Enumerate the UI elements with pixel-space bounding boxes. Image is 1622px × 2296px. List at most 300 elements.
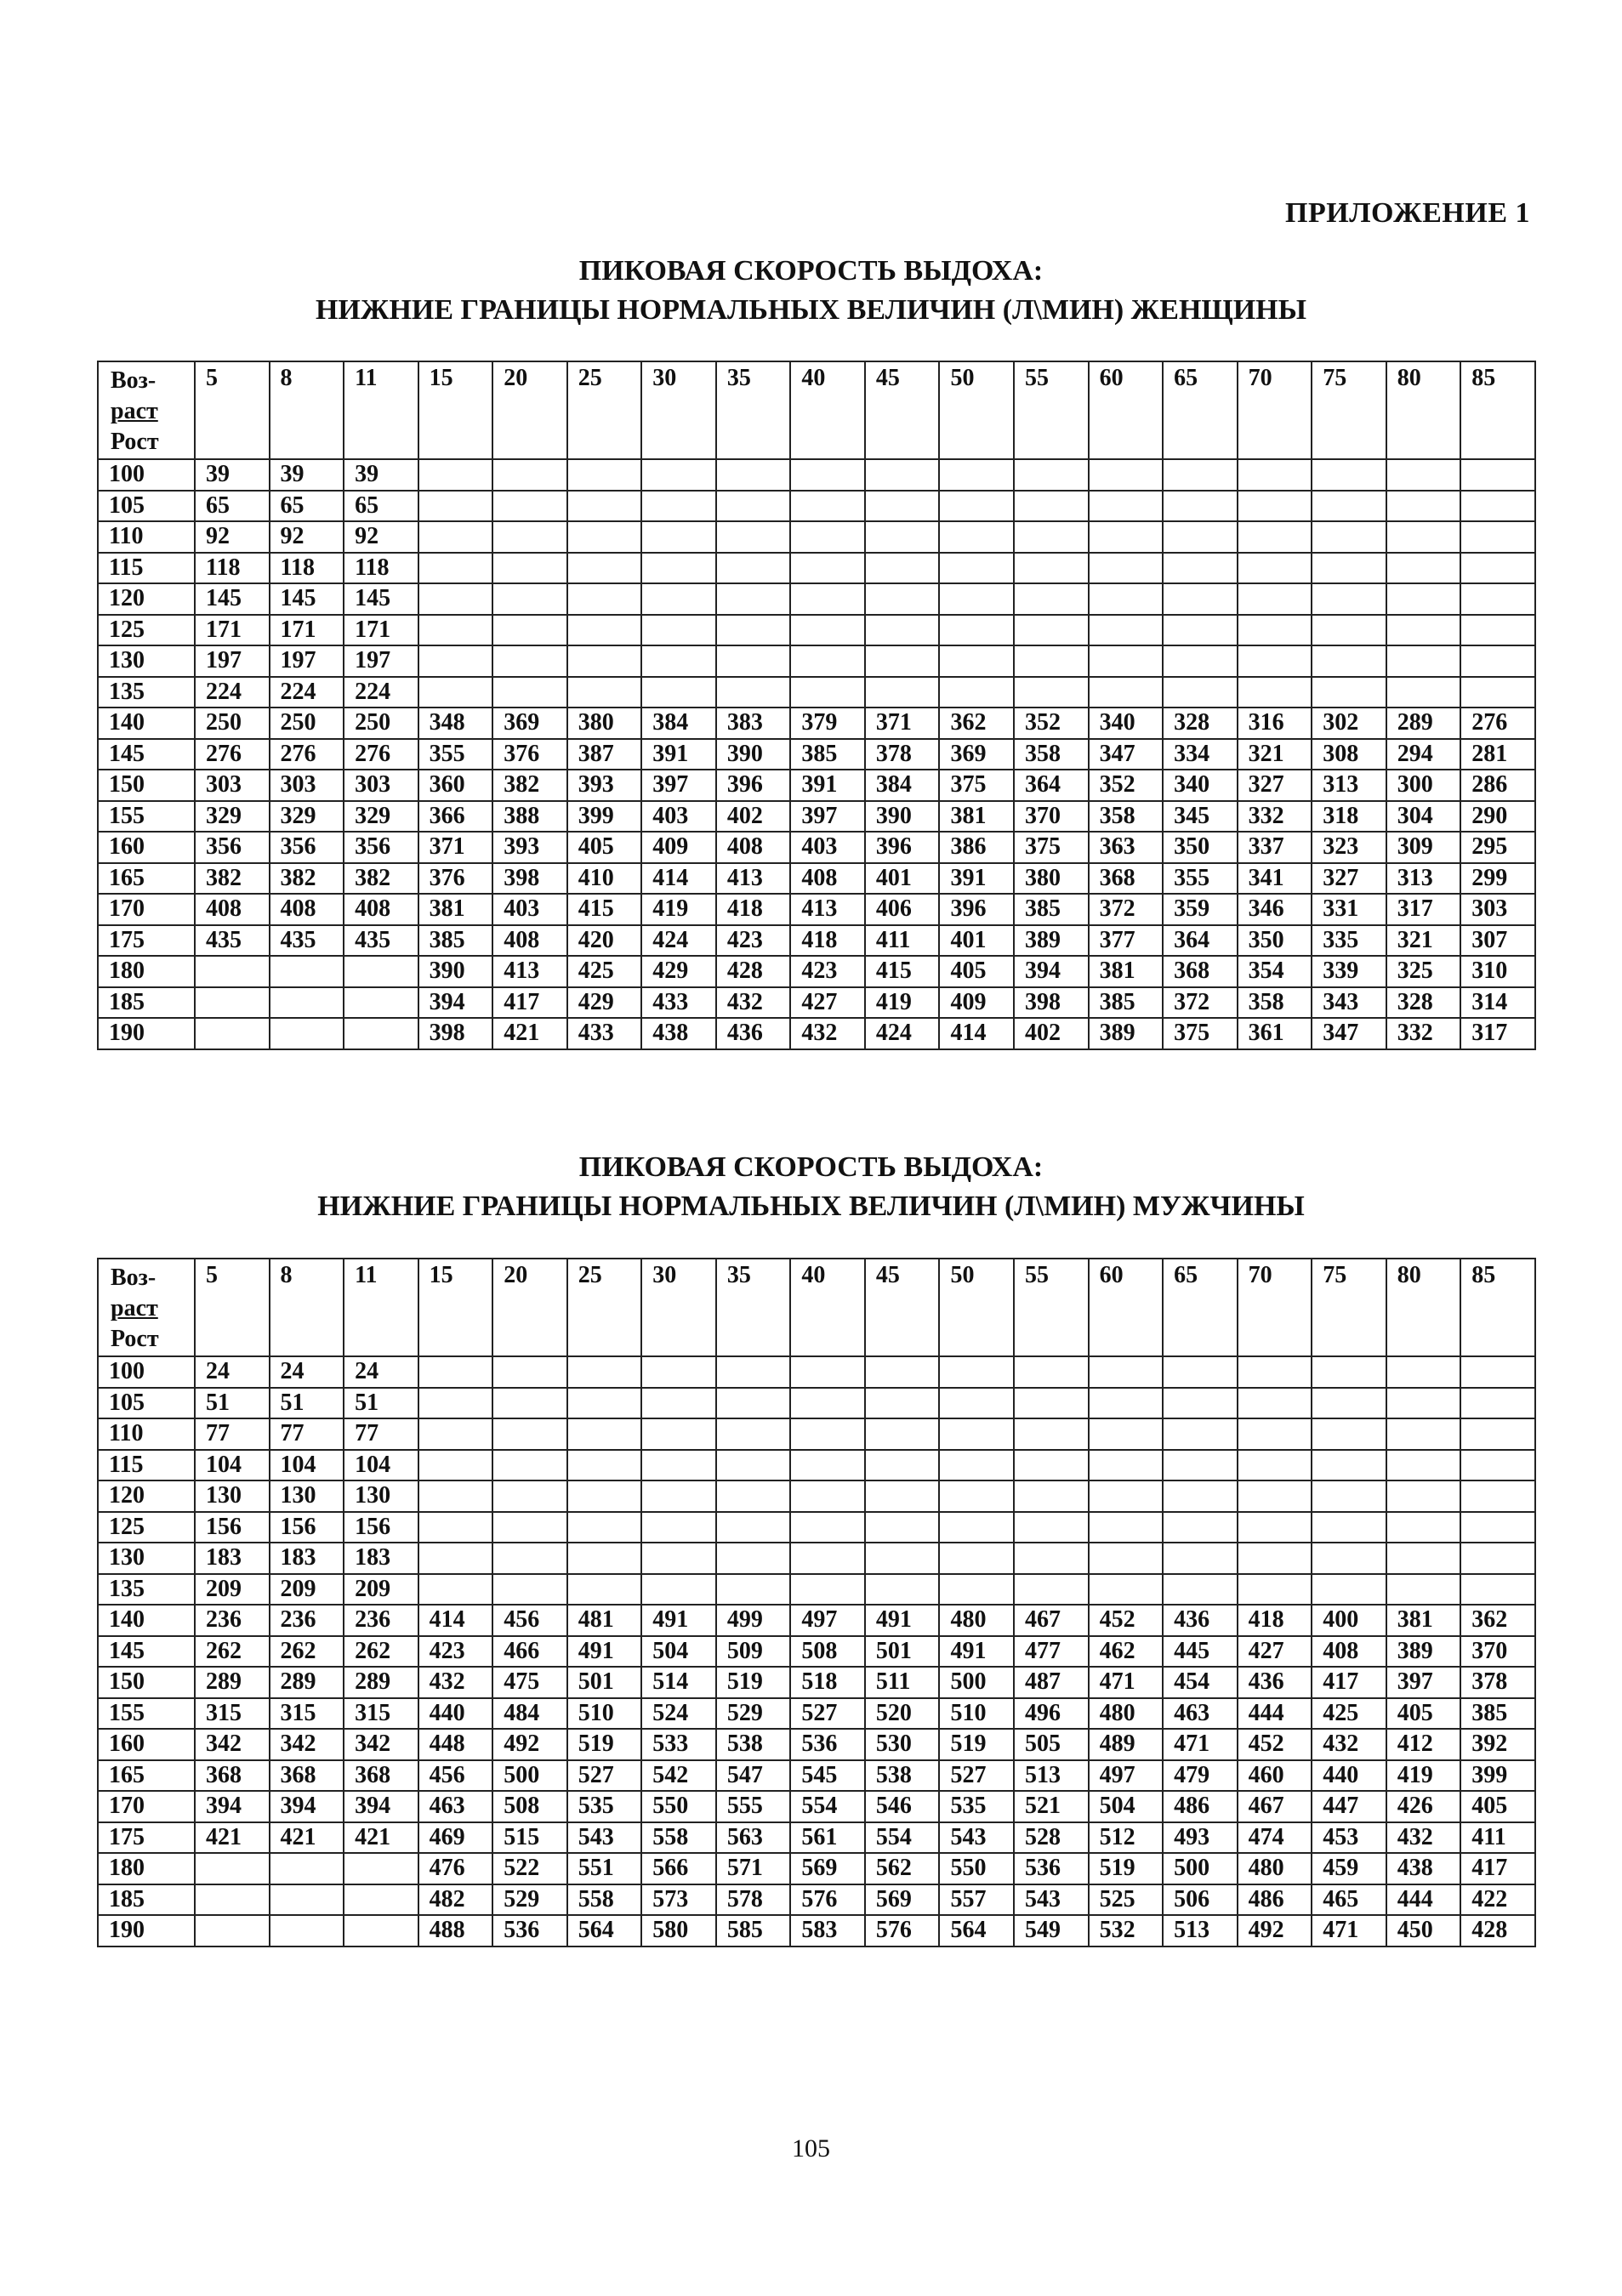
height-cell: 155 bbox=[98, 801, 195, 833]
value-cell bbox=[1460, 1418, 1535, 1450]
value-cell: 295 bbox=[1460, 832, 1535, 863]
table-row bbox=[98, 677, 1535, 708]
value-cell bbox=[716, 677, 791, 708]
value-cell bbox=[1163, 1418, 1238, 1450]
value-cell bbox=[1163, 615, 1238, 646]
value-cell bbox=[195, 987, 270, 1019]
value-cell: 381 bbox=[418, 894, 493, 925]
value-cell bbox=[1089, 491, 1164, 522]
value-cell: 262 bbox=[195, 1636, 270, 1668]
value-cell: 398 bbox=[1014, 987, 1089, 1019]
height-cell: 100 bbox=[98, 1356, 195, 1388]
value-cell bbox=[567, 677, 642, 708]
value-cell: 396 bbox=[865, 832, 940, 863]
value-cell: 497 bbox=[1089, 1760, 1164, 1792]
value-cell bbox=[418, 1574, 493, 1605]
table-row bbox=[98, 1915, 1535, 1946]
value-cell bbox=[1386, 491, 1461, 522]
value-cell: 519 bbox=[939, 1729, 1014, 1760]
value-cell bbox=[716, 1418, 791, 1450]
value-cell bbox=[1238, 583, 1312, 615]
value-cell: 313 bbox=[1386, 863, 1461, 895]
value-cell: 486 bbox=[1238, 1884, 1312, 1916]
value-cell bbox=[939, 1480, 1014, 1512]
value-cell: 347 bbox=[1312, 1018, 1386, 1049]
age-header-cell: 25 bbox=[567, 361, 642, 459]
value-cell bbox=[1312, 491, 1386, 522]
age-header-cell: 85 bbox=[1460, 361, 1535, 459]
value-cell: 409 bbox=[939, 987, 1014, 1019]
value-cell: 327 bbox=[1312, 863, 1386, 895]
height-cell: 180 bbox=[98, 1853, 195, 1884]
value-cell: 463 bbox=[418, 1791, 493, 1822]
value-cell: 390 bbox=[716, 739, 791, 770]
value-cell: 504 bbox=[641, 1636, 716, 1668]
value-cell: 460 bbox=[1238, 1760, 1312, 1792]
value-cell bbox=[1238, 1543, 1312, 1574]
value-cell: 405 bbox=[939, 956, 1014, 987]
value-cell: 558 bbox=[641, 1822, 716, 1854]
value-cell: 341 bbox=[1238, 863, 1312, 895]
value-cell: 433 bbox=[567, 1018, 642, 1049]
value-cell: 520 bbox=[865, 1698, 940, 1730]
value-cell bbox=[418, 1418, 493, 1450]
value-cell bbox=[939, 1543, 1014, 1574]
value-cell: 562 bbox=[865, 1853, 940, 1884]
value-cell bbox=[1312, 677, 1386, 708]
table-row bbox=[98, 1636, 1535, 1668]
value-cell bbox=[1014, 1480, 1089, 1512]
value-cell: 538 bbox=[716, 1729, 791, 1760]
value-cell: 377 bbox=[1089, 925, 1164, 957]
value-cell: 391 bbox=[939, 863, 1014, 895]
value-cell: 549 bbox=[1014, 1915, 1089, 1946]
value-cell: 532 bbox=[1089, 1915, 1164, 1946]
value-cell: 421 bbox=[344, 1822, 418, 1854]
height-cell: 145 bbox=[98, 739, 195, 770]
table-row bbox=[98, 1356, 1535, 1388]
value-cell: 418 bbox=[790, 925, 865, 957]
value-cell: 413 bbox=[790, 894, 865, 925]
value-cell bbox=[865, 1543, 940, 1574]
value-cell bbox=[641, 1388, 716, 1419]
value-cell: 499 bbox=[716, 1605, 791, 1636]
value-cell: 307 bbox=[1460, 925, 1535, 957]
value-cell: 438 bbox=[1386, 1853, 1461, 1884]
value-cell bbox=[716, 1356, 791, 1388]
value-cell bbox=[1460, 521, 1535, 553]
value-cell: 519 bbox=[1089, 1853, 1164, 1884]
table-row bbox=[98, 1018, 1535, 1049]
value-cell: 452 bbox=[1238, 1729, 1312, 1760]
table-row bbox=[98, 615, 1535, 646]
value-cell bbox=[790, 459, 865, 491]
value-cell: 327 bbox=[1238, 770, 1312, 801]
value-cell: 382 bbox=[492, 770, 567, 801]
value-cell bbox=[716, 1543, 791, 1574]
value-cell: 408 bbox=[492, 925, 567, 957]
value-cell: 308 bbox=[1312, 739, 1386, 770]
value-cell: 462 bbox=[1089, 1636, 1164, 1668]
value-cell: 413 bbox=[716, 863, 791, 895]
value-cell bbox=[1238, 1356, 1312, 1388]
value-cell bbox=[790, 1512, 865, 1543]
value-cell: 500 bbox=[1163, 1853, 1238, 1884]
value-cell: 92 bbox=[270, 521, 344, 553]
value-cell: 77 bbox=[195, 1418, 270, 1450]
table-row bbox=[98, 1480, 1535, 1512]
value-cell bbox=[1163, 1574, 1238, 1605]
value-cell bbox=[939, 1418, 1014, 1450]
value-cell: 425 bbox=[567, 956, 642, 987]
value-cell bbox=[1089, 1480, 1164, 1512]
value-cell: 371 bbox=[865, 708, 940, 739]
value-cell bbox=[1238, 553, 1312, 584]
value-cell: 420 bbox=[567, 925, 642, 957]
value-cell: 346 bbox=[1238, 894, 1312, 925]
value-cell bbox=[195, 1853, 270, 1884]
value-cell: 368 bbox=[270, 1760, 344, 1792]
value-cell: 571 bbox=[716, 1853, 791, 1884]
age-header-cell: 45 bbox=[865, 361, 940, 459]
value-cell bbox=[865, 1512, 940, 1543]
value-cell: 369 bbox=[939, 739, 1014, 770]
value-cell: 224 bbox=[344, 677, 418, 708]
value-cell bbox=[418, 521, 493, 553]
age-header-cell: 70 bbox=[1238, 361, 1312, 459]
table-row bbox=[98, 1791, 1535, 1822]
header-row bbox=[98, 1259, 1535, 1356]
height-cell: 190 bbox=[98, 1018, 195, 1049]
value-cell bbox=[492, 491, 567, 522]
value-cell: 510 bbox=[567, 1698, 642, 1730]
age-header-cell: 25 bbox=[567, 1259, 642, 1356]
value-cell: 323 bbox=[1312, 832, 1386, 863]
value-cell bbox=[1460, 1543, 1535, 1574]
value-cell bbox=[641, 1418, 716, 1450]
value-cell bbox=[567, 1388, 642, 1419]
value-cell: 419 bbox=[1386, 1760, 1461, 1792]
value-cell: 400 bbox=[1312, 1605, 1386, 1636]
value-cell bbox=[270, 987, 344, 1019]
value-cell: 276 bbox=[195, 739, 270, 770]
value-cell: 389 bbox=[1014, 925, 1089, 957]
value-cell: 391 bbox=[641, 739, 716, 770]
value-cell: 299 bbox=[1460, 863, 1535, 895]
value-cell: 561 bbox=[790, 1822, 865, 1854]
value-cell bbox=[492, 1543, 567, 1574]
value-cell: 550 bbox=[641, 1791, 716, 1822]
value-cell: 171 bbox=[270, 615, 344, 646]
value-cell: 382 bbox=[344, 863, 418, 895]
value-cell: 569 bbox=[790, 1853, 865, 1884]
value-cell: 342 bbox=[270, 1729, 344, 1760]
value-cell bbox=[344, 956, 418, 987]
value-cell bbox=[418, 1356, 493, 1388]
value-cell: 423 bbox=[790, 956, 865, 987]
value-cell: 417 bbox=[492, 987, 567, 1019]
value-cell bbox=[1312, 1388, 1386, 1419]
value-cell: 171 bbox=[195, 615, 270, 646]
value-cell: 471 bbox=[1089, 1667, 1164, 1698]
value-cell bbox=[1386, 1388, 1461, 1419]
value-cell: 480 bbox=[939, 1605, 1014, 1636]
value-cell: 408 bbox=[1312, 1636, 1386, 1668]
value-cell: 394 bbox=[1014, 956, 1089, 987]
value-cell: 118 bbox=[270, 553, 344, 584]
age-label-part2: раст bbox=[111, 398, 158, 424]
value-cell bbox=[1460, 1512, 1535, 1543]
value-cell: 543 bbox=[567, 1822, 642, 1854]
value-cell: 92 bbox=[195, 521, 270, 553]
value-cell bbox=[641, 645, 716, 677]
value-cell: 467 bbox=[1014, 1605, 1089, 1636]
value-cell: 276 bbox=[1460, 708, 1535, 739]
value-cell: 422 bbox=[1460, 1884, 1535, 1916]
value-cell bbox=[195, 1884, 270, 1916]
value-cell: 92 bbox=[344, 521, 418, 553]
table-row bbox=[98, 491, 1535, 522]
value-cell bbox=[418, 677, 493, 708]
value-cell: 396 bbox=[716, 770, 791, 801]
value-cell: 316 bbox=[1238, 708, 1312, 739]
value-cell: 466 bbox=[492, 1636, 567, 1668]
value-cell: 392 bbox=[1460, 1729, 1535, 1760]
value-cell: 389 bbox=[1089, 1018, 1164, 1049]
value-cell bbox=[1238, 1512, 1312, 1543]
value-cell: 350 bbox=[1163, 832, 1238, 863]
value-cell: 309 bbox=[1386, 832, 1461, 863]
value-cell: 428 bbox=[1460, 1915, 1535, 1946]
value-cell: 429 bbox=[641, 956, 716, 987]
value-cell: 328 bbox=[1163, 708, 1238, 739]
men-title-line1: ПИКОВАЯ СКОРОСТЬ ВЫДОХА: bbox=[578, 1151, 1044, 1183]
age-header-cell: 60 bbox=[1089, 361, 1164, 459]
value-cell: 440 bbox=[418, 1698, 493, 1730]
value-cell: 317 bbox=[1460, 1018, 1535, 1049]
value-cell bbox=[1238, 677, 1312, 708]
value-cell: 491 bbox=[865, 1605, 940, 1636]
value-cell bbox=[1089, 1450, 1164, 1481]
age-header-cell: 80 bbox=[1386, 1259, 1461, 1356]
value-cell bbox=[492, 1480, 567, 1512]
height-cell: 115 bbox=[98, 553, 195, 584]
value-cell bbox=[939, 615, 1014, 646]
value-cell: 576 bbox=[790, 1884, 865, 1916]
value-cell: 145 bbox=[344, 583, 418, 615]
value-cell bbox=[716, 1450, 791, 1481]
value-cell: 321 bbox=[1386, 925, 1461, 957]
value-cell: 364 bbox=[1163, 925, 1238, 957]
corner-header-cell bbox=[98, 1259, 195, 1356]
value-cell bbox=[1014, 1512, 1089, 1543]
value-cell: 24 bbox=[270, 1356, 344, 1388]
value-cell: 145 bbox=[195, 583, 270, 615]
value-cell bbox=[716, 491, 791, 522]
value-cell: 39 bbox=[270, 459, 344, 491]
table-row bbox=[98, 583, 1535, 615]
value-cell bbox=[492, 1356, 567, 1388]
value-cell bbox=[641, 491, 716, 522]
value-cell bbox=[1014, 1418, 1089, 1450]
table-row bbox=[98, 925, 1535, 957]
height-cell: 185 bbox=[98, 1884, 195, 1916]
value-cell: 262 bbox=[344, 1636, 418, 1668]
value-cell: 329 bbox=[195, 801, 270, 833]
value-cell bbox=[492, 677, 567, 708]
table-row bbox=[98, 1729, 1535, 1760]
value-cell: 521 bbox=[1014, 1791, 1089, 1822]
age-header-cell: 55 bbox=[1014, 1259, 1089, 1356]
value-cell: 384 bbox=[865, 770, 940, 801]
value-cell bbox=[270, 1853, 344, 1884]
value-cell bbox=[716, 1574, 791, 1605]
value-cell: 576 bbox=[865, 1915, 940, 1946]
value-cell: 414 bbox=[418, 1605, 493, 1636]
value-cell: 519 bbox=[716, 1667, 791, 1698]
value-cell: 303 bbox=[270, 770, 344, 801]
value-cell: 408 bbox=[195, 894, 270, 925]
value-cell bbox=[1163, 677, 1238, 708]
table-row bbox=[98, 1450, 1535, 1481]
value-cell bbox=[939, 459, 1014, 491]
value-cell bbox=[270, 956, 344, 987]
age-header-cell: 30 bbox=[641, 361, 716, 459]
value-cell bbox=[865, 583, 940, 615]
table-row bbox=[98, 553, 1535, 584]
appendix-label: ПРИЛОЖЕНИЕ 1 bbox=[1285, 197, 1530, 229]
value-cell bbox=[1014, 491, 1089, 522]
value-cell: 145 bbox=[270, 583, 344, 615]
value-cell bbox=[865, 1388, 940, 1419]
value-cell: 415 bbox=[567, 894, 642, 925]
value-cell bbox=[418, 1388, 493, 1419]
value-cell: 290 bbox=[1460, 801, 1535, 833]
table-row bbox=[98, 708, 1535, 739]
value-cell: 394 bbox=[418, 987, 493, 1019]
age-header-cell: 30 bbox=[641, 1259, 716, 1356]
value-cell: 289 bbox=[195, 1667, 270, 1698]
value-cell bbox=[716, 1480, 791, 1512]
value-cell bbox=[1089, 459, 1164, 491]
table-row bbox=[98, 1822, 1535, 1854]
value-cell: 436 bbox=[1238, 1667, 1312, 1698]
age-header-cell: 60 bbox=[1089, 1259, 1164, 1356]
value-cell: 463 bbox=[1163, 1698, 1238, 1730]
value-cell: 397 bbox=[1386, 1667, 1461, 1698]
value-cell bbox=[567, 521, 642, 553]
value-cell: 555 bbox=[716, 1791, 791, 1822]
value-cell bbox=[641, 1543, 716, 1574]
value-cell: 403 bbox=[790, 832, 865, 863]
value-cell: 440 bbox=[1312, 1760, 1386, 1792]
value-cell bbox=[790, 1574, 865, 1605]
value-cell: 39 bbox=[195, 459, 270, 491]
value-cell: 444 bbox=[1386, 1884, 1461, 1916]
value-cell: 543 bbox=[939, 1822, 1014, 1854]
value-cell: 197 bbox=[270, 645, 344, 677]
value-cell: 156 bbox=[195, 1512, 270, 1543]
value-cell: 358 bbox=[1014, 739, 1089, 770]
value-cell: 276 bbox=[344, 739, 418, 770]
value-cell: 370 bbox=[1460, 1636, 1535, 1668]
height-cell: 185 bbox=[98, 987, 195, 1019]
height-cell: 105 bbox=[98, 491, 195, 522]
value-cell bbox=[567, 1418, 642, 1450]
women-title-line2: НИЖНИЕ ГРАНИЦЫ НОРМАЛЬНЫХ ВЕЛИЧИН (Л\МИН) ЖЕНЩИНЫ bbox=[315, 294, 1307, 326]
value-cell: 519 bbox=[567, 1729, 642, 1760]
value-cell bbox=[716, 645, 791, 677]
value-cell bbox=[1014, 553, 1089, 584]
value-cell bbox=[790, 1418, 865, 1450]
value-cell: 183 bbox=[270, 1543, 344, 1574]
value-cell bbox=[1163, 1512, 1238, 1543]
value-cell: 408 bbox=[344, 894, 418, 925]
age-header-cell: 8 bbox=[270, 1259, 344, 1356]
age-header-cell: 80 bbox=[1386, 361, 1461, 459]
value-cell: 435 bbox=[270, 925, 344, 957]
value-cell bbox=[270, 1915, 344, 1946]
value-cell: 104 bbox=[270, 1450, 344, 1481]
height-cell: 105 bbox=[98, 1388, 195, 1419]
value-cell: 487 bbox=[1014, 1667, 1089, 1698]
value-cell: 372 bbox=[1163, 987, 1238, 1019]
value-cell: 533 bbox=[641, 1729, 716, 1760]
value-cell: 415 bbox=[865, 956, 940, 987]
value-cell: 481 bbox=[567, 1605, 642, 1636]
value-cell: 289 bbox=[1386, 708, 1461, 739]
value-cell bbox=[716, 459, 791, 491]
value-cell: 474 bbox=[1238, 1822, 1312, 1854]
value-cell: 197 bbox=[344, 645, 418, 677]
value-cell: 171 bbox=[344, 615, 418, 646]
value-cell bbox=[1312, 1480, 1386, 1512]
value-cell bbox=[1014, 1450, 1089, 1481]
value-cell: 385 bbox=[1460, 1698, 1535, 1730]
value-cell bbox=[1163, 1480, 1238, 1512]
value-cell: 508 bbox=[790, 1636, 865, 1668]
value-cell bbox=[567, 583, 642, 615]
value-cell bbox=[1014, 615, 1089, 646]
value-cell: 314 bbox=[1460, 987, 1535, 1019]
value-cell: 250 bbox=[270, 708, 344, 739]
value-cell: 303 bbox=[1460, 894, 1535, 925]
value-cell: 510 bbox=[939, 1698, 1014, 1730]
value-cell: 426 bbox=[1386, 1791, 1461, 1822]
table-row bbox=[98, 1574, 1535, 1605]
value-cell bbox=[1386, 1512, 1461, 1543]
value-cell: 390 bbox=[418, 956, 493, 987]
height-label: Рост bbox=[111, 1326, 159, 1352]
value-cell: 424 bbox=[641, 925, 716, 957]
table-row bbox=[98, 1418, 1535, 1450]
value-cell: 436 bbox=[716, 1018, 791, 1049]
value-cell: 335 bbox=[1312, 925, 1386, 957]
value-cell bbox=[492, 1574, 567, 1605]
value-cell bbox=[492, 645, 567, 677]
value-cell: 380 bbox=[1014, 863, 1089, 895]
value-cell: 432 bbox=[790, 1018, 865, 1049]
value-cell bbox=[939, 1450, 1014, 1481]
value-cell: 525 bbox=[1089, 1884, 1164, 1916]
value-cell bbox=[939, 1388, 1014, 1419]
value-cell: 475 bbox=[492, 1667, 567, 1698]
value-cell: 375 bbox=[1014, 832, 1089, 863]
value-cell: 281 bbox=[1460, 739, 1535, 770]
value-cell: 512 bbox=[1089, 1822, 1164, 1854]
value-cell bbox=[1460, 645, 1535, 677]
age-header-cell: 70 bbox=[1238, 1259, 1312, 1356]
